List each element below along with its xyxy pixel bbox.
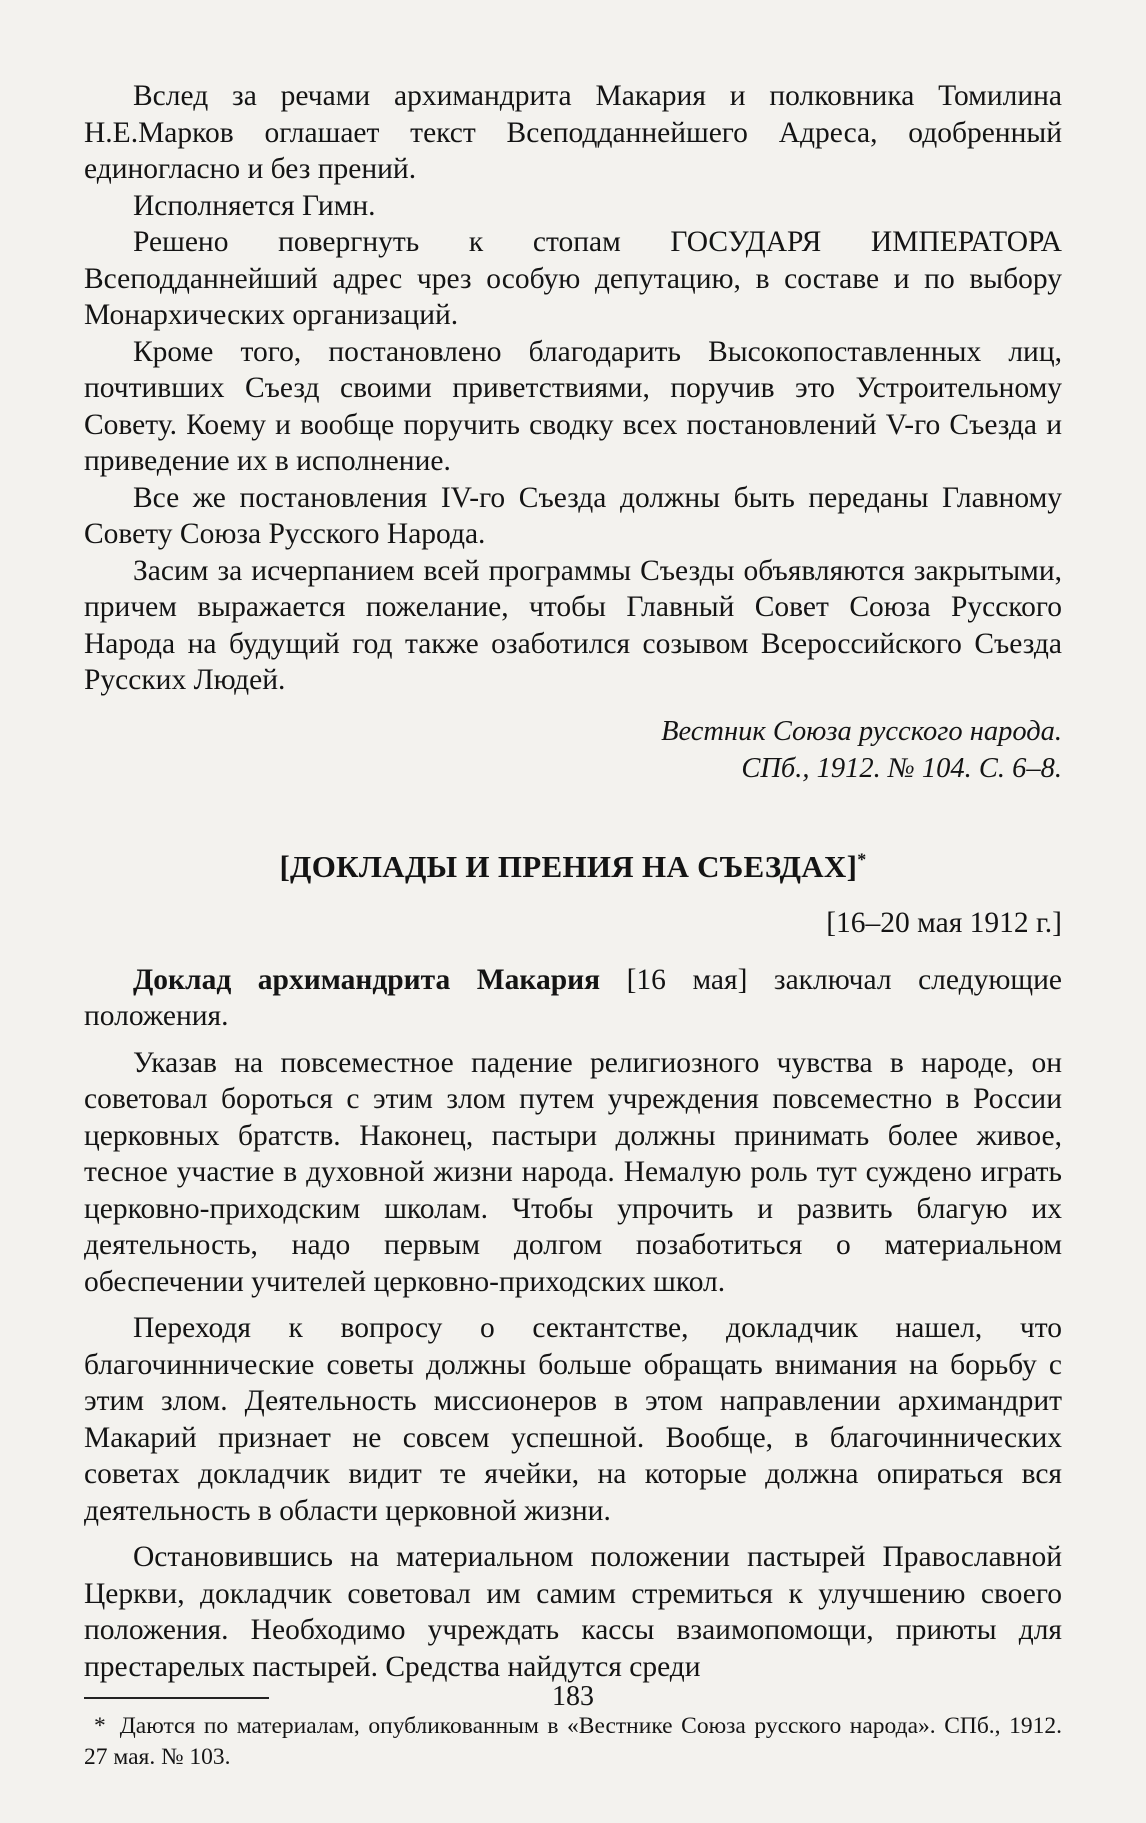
report-bold-lead: Доклад архимандрита Макария [133, 963, 601, 996]
paragraph: Исполняется Гимн. [133, 189, 376, 222]
page-number: 183 [552, 1681, 594, 1712]
heading-footnote-mark: * [857, 849, 867, 870]
paragraph: Переходя к вопросу о сектантстве, докладчик нашел, что благочиннические советы должны больше обращать внимания на борьбу с этим злом. Деятельность миссионеров в этом направлении архимандрит Макарий признает не совсем успешной. Вообще, в благочиннических советах докладчик видит те ячейки, на которые должна опираться вся деятельность в области церковной жизни. [84, 1312, 1062, 1527]
paragraph: Остановившись на материальном положении пастырей Православной Церкви, докладчик советовал им самим стремиться к улучшению своего положения. Необходимо учреждать кассы взаимопомощи, приюты для престарелых пастырей. Средства найдутся среди [84, 1541, 1062, 1683]
source-citation [84, 713, 1062, 787]
paragraph: Вслед за речами архимандрита Макария и полковника Томилина Н.Е.Марков оглашает текст Всеподданнейшего Адреса, одобренный единогласно и без прений. [84, 80, 1062, 185]
report-lead-rest: [16 мая] заключал следующие положения. [84, 963, 1062, 1032]
paragraph: Кроме того, постановлено благодарить Высокопоставленных лиц, почтивших Съезд своими приветствиями, поручив это Устроительному Совету. Коему и вообще поручить сводку всех постановлений V-го Съезда и приведение их в исполнение. [84, 335, 1062, 477]
section-date: [16–20 мая 1912 г.] [826, 906, 1062, 939]
source-line-2: СПб., 1912. № 104. С. 6–8. [741, 752, 1062, 784]
footnote-text: Даются по материалам, опубликованным в «Вестнике Союза русского народа». СПб., 1912. 27 мая. № 103. [84, 1713, 1062, 1770]
footnote-mark: * [94, 1713, 106, 1739]
report-intro [84, 962, 1062, 1035]
section-heading [84, 849, 1062, 885]
paragraph: Все же постановления IV-го Съезда должны быть переданы Главному Совету Союза Русского Народа. [84, 481, 1062, 550]
paragraph: Указав на повсеместное падение религиозного чувства в народе, он советовал бороться с этим злом путем учреждения повсеместно в России церковных братств. Наконец, пастыри должны принимать более живое, тесное участие в духовной жизни народа. Немалую роль тут суждено играть церковно-приходским школам. Чтобы упрочить и развить благую их деятельность, надо первым долгом позаботиться о материальном обеспечении учителей церковно-приходских школ. [84, 1046, 1062, 1298]
text-column [84, 78, 1062, 1773]
source-line-1: Вестник Союза русского народа. [661, 715, 1062, 747]
paragraph: Засим за исчерпанием всей программы Съезды объявляются закрытыми, причем выражается пожелание, чтобы Главный Совет Союза Русского Народа на будущий год также озаботился созывом Всероссийского Съезда Русских Людей. [84, 554, 1062, 696]
footnote [84, 1711, 1062, 1773]
section-heading-text: [ДОКЛАДЫ И ПРЕНИЯ НА СЪЕЗДАХ] [279, 848, 858, 884]
paragraph: Решено повергнуть к стопам ГОСУДАРЯ ИМПЕРАТОРА Всеподданнейший адрес чрез особую депутацию, в составе и по выбору Монархических организаций. [84, 226, 1062, 331]
